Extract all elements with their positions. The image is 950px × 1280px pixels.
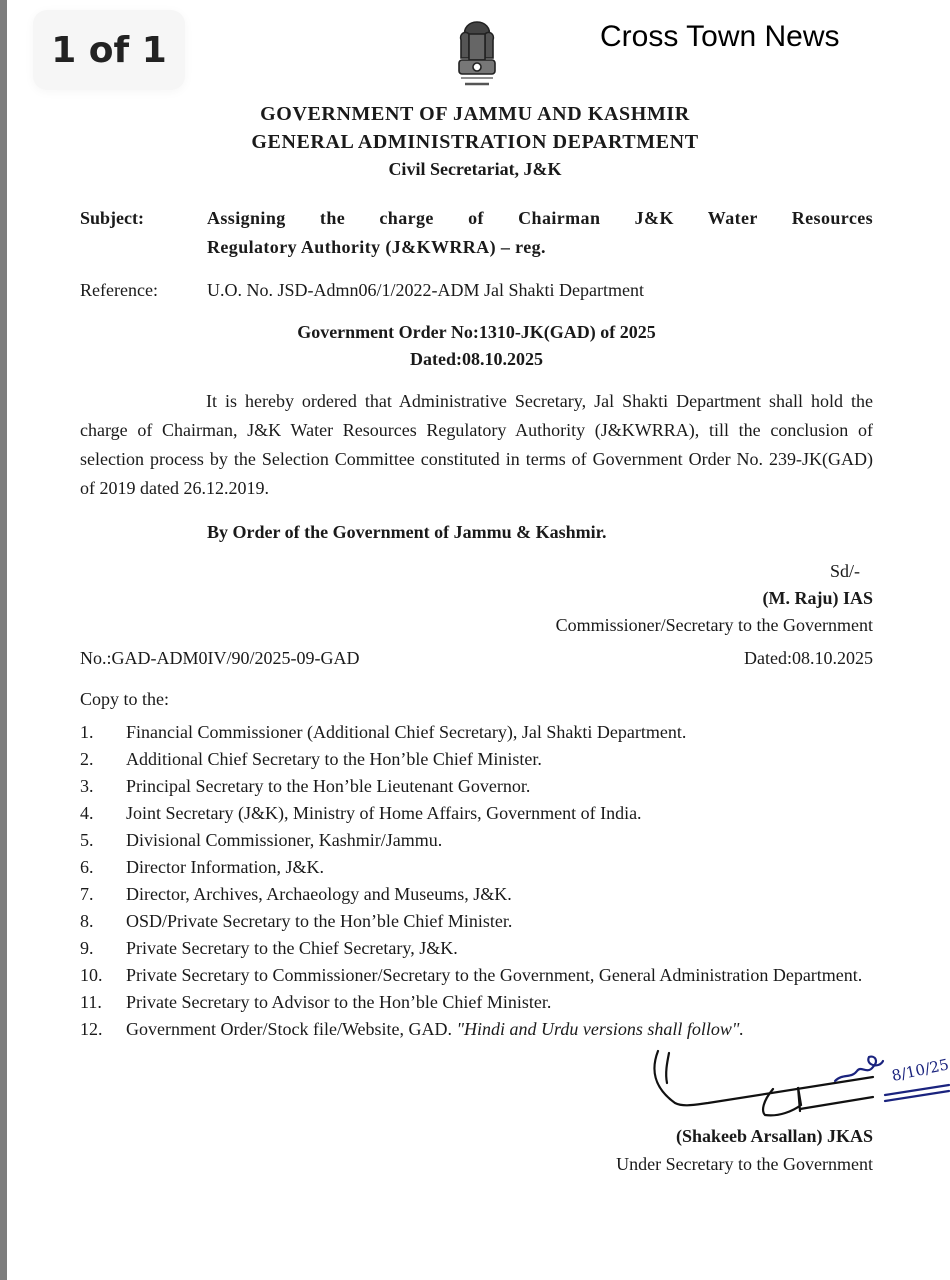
closing-block [80,1047,950,1197]
list-item: 7. Director, Archives, Archaeology and Museums, J&K. [80,884,512,904]
file-number: No.:GAD-ADM0IV/90/2025-09-GAD [80,648,360,668]
subject-line-1: Assigning the charge of Chairman J&K Water Resources [207,208,873,228]
list-item-text: Government Order/Stock file/Website, GAD. [126,1019,452,1039]
subject-text [207,204,873,262]
language-note: "Hindi and Urdu versions shall follow". [456,1019,744,1039]
order-number: Government Order No:1310-JK(GAD) of 2025 [297,322,656,342]
under-secretary-name: (Shakeeb Arsallan) JKAS [675,1126,873,1146]
signatory-title: Commissioner/Secretary to the Government [555,615,873,635]
subject-line-2: Regulatory Authority (J&KWRRA) – reg. [207,237,546,257]
subject-row [80,204,873,262]
order-body [80,387,873,503]
signatory-date: Dated:08.10.2025 [744,648,873,668]
list-item: 11. Private Secretary to Advisor to the Hon’ble Chief Minister. [80,992,552,1012]
order-body-text: It is hereby ordered that Administrative Secretary, Jal Shakti Department shall hold the charge of Chairman, J&K Water Resources Regulatory Authority (J&KWRRA), till the conclusion of selection process by the Selection Committee constituted in terms of Government Order No. 239-JK(GAD) of 2019 dated 26.12.2019. [80,391,873,498]
list-item: 5. Divisional Commissioner, Kashmir/Jammu. [80,830,443,850]
file-date-row [80,645,873,672]
list-item: 2. Additional Chief Secretary to the Hon’ble Chief Minister. [80,749,542,769]
signature-date: 8/10/25 [890,1055,950,1085]
under-secretary-title: Under Secretary to the Government [616,1154,873,1174]
header-government: GOVERNMENT OF JAMMU AND KASHMIR [260,103,690,125]
list-item: 12. Government Order/Stock file/Website, GAD. "Hindi and Urdu versions shall follow". [80,1019,744,1039]
header-secretariat: Civil Secretariat, J&K [388,159,562,179]
page-counter-text: 1 of 1 [51,29,167,71]
subject-label: Subject: [80,208,144,228]
by-order-line: By Order of the Government of Jammu & Kashmir. [207,522,607,542]
list-item: 4. Joint Secretary (J&K), Ministry of Home Affairs, Government of India. [80,803,642,823]
copy-to-list [80,719,873,1043]
header-department: GENERAL ADMINISTRATION DEPARTMENT [251,131,699,153]
list-item: 6. Director Information, J&K. [80,857,324,877]
list-item: 1. Financial Commissioner (Additional Chief Secretary), Jal Shakti Department. [80,722,687,742]
list-item: 10. Private Secretary to Commissioner/Secretary to the Government, General Administration Department. [80,965,863,985]
reference-label: Reference: [80,280,158,300]
signatory-name: (M. Raju) IAS [762,588,873,608]
signed-mark: Sd/- [829,561,860,581]
list-item: 9. Private Secretary to the Chief Secretary, J&K. [80,938,458,958]
order-date: Dated:08.10.2025 [410,349,543,369]
reference-text: U.O. No. JSD-Admn06/1/2022-ADM Jal Shakti Department [207,280,644,300]
watermark-text: Cross Town News [600,20,840,53]
reference-row [80,276,873,305]
list-item: 3. Principal Secretary to the Hon’ble Lieutenant Governor. [80,776,531,796]
list-item: 8. OSD/Private Secretary to the Hon’ble Chief Minister. [80,911,513,931]
copy-to-heading: Copy to the: [80,689,169,709]
